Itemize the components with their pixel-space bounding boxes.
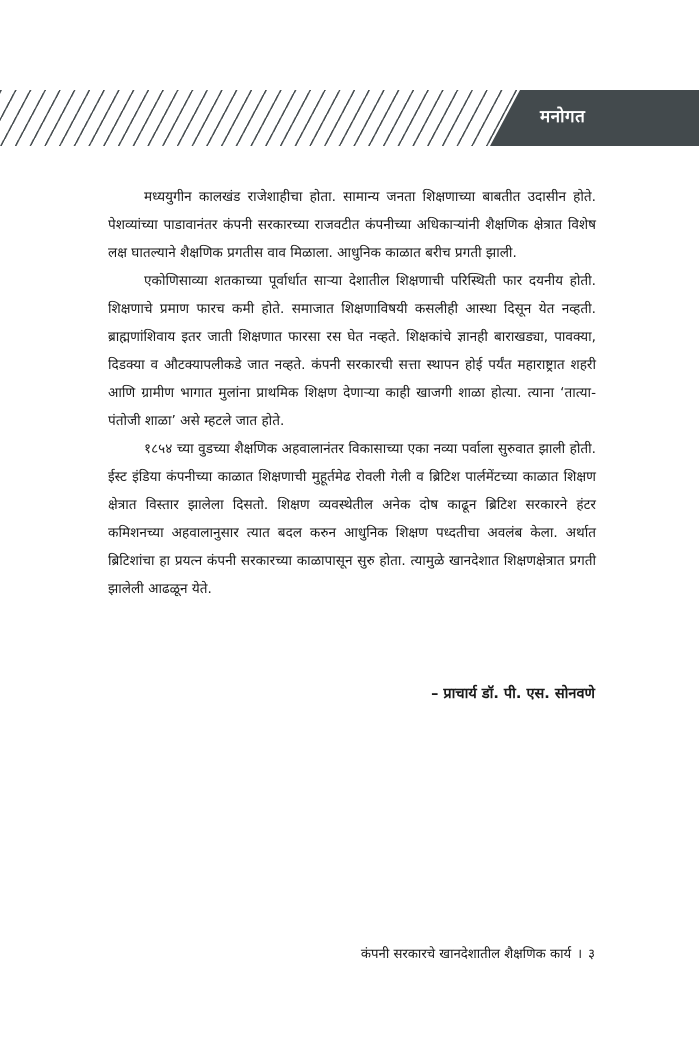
page-number: ३ — [588, 947, 595, 962]
author-signature: – प्राचार्य डॉ. पी. एस. सोनवणे — [431, 686, 595, 702]
section-header-band — [0, 90, 699, 146]
preface-body — [108, 183, 596, 603]
section-title-tab — [490, 90, 699, 146]
page-footer — [361, 943, 595, 967]
paragraph-2: एकोणिसाव्या शतकाच्या पूर्वार्धात साऱ्या देशातील शिक्षणाची परिस्थिती फार दयनीय होती. शिक्षणाचे प्रमाण फारच कमी होते. समाजात शिक्षणाविषयी कसलीही आस्था दिसून येत नव्हती. ब्राह्मणांशिवाय इतर जाती शिक्षणात फारसा रस घेत नव्हते. शिक्षकांचे ज्ञानही बाराखड्या, पावक्या, दिडक्या व औटक्यापलीकडे जात नव्हते. कंपनी सरकारची सत्ता स्थापन होई पर्यंत महाराष्ट्रात शहरी आणि ग्रामीण भागात मुलांना प्राथमिक शिक्षण देणाऱ्या काही खाजगी शाळा होत्या. त्याना ‘तात्या-पंतोजी शाळा’ असे म्हटले जात होते. — [108, 273, 596, 429]
running-book-title: कंपनी सरकारचे खानदेशातील शैक्षणिक कार्य — [360, 947, 572, 962]
paragraph-3: १८५४ च्या वुडच्या शैक्षणिक अहवालानंतर विकासाच्या एका नव्या पर्वाला सुरुवात झाली होती. ईस्ट इंडिया कंपनीच्या काळात शिक्षणाची मुहूर्तमेढ रोवली गेली व ब्रिटिश पार्लमेंटच्या काळात शिक्षण क्षेत्रात विस्तार झालेला दिसतो. शिक्षण व्यवस्थेतील अनेक दोष काढून ब्रिटिश सरकारने हंटर कमिशनच्या अहवालानुसार त्यात बदल करुन आधुनिक शिक्षण पध्दतीचा अवलंब केला. अर्थात ब्रिटिशांचा हा प्रयत्न कंपनी सरकारच्या काळापासून सुरु होता. त्यामुळे खानदेशात शिक्षणक्षेत्रात प्रगती झालेली आढळून येते. — [108, 441, 596, 597]
paragraph-1: मध्ययुगीन कालखंड राजेशाहीचा होता. सामान्य जनता शिक्षणाच्या बाबतीत उदासीन होते. पेशव्यांच्या पाडावानंतर कंपनी सरकारच्या राजवटीत कंपनीच्या अधिकाऱ्यांनी शैक्षणिक क्षेत्रात विशेष लक्ष घातल्याने शैक्षणिक प्रगतीस वाव मिळाला. आधुनिक काळात बरीच प्रगती झाली. — [108, 189, 596, 261]
footer-separator: । — [577, 947, 583, 962]
decorative-hatch-pattern — [0, 90, 530, 146]
section-title: मनोगत — [540, 107, 586, 127]
